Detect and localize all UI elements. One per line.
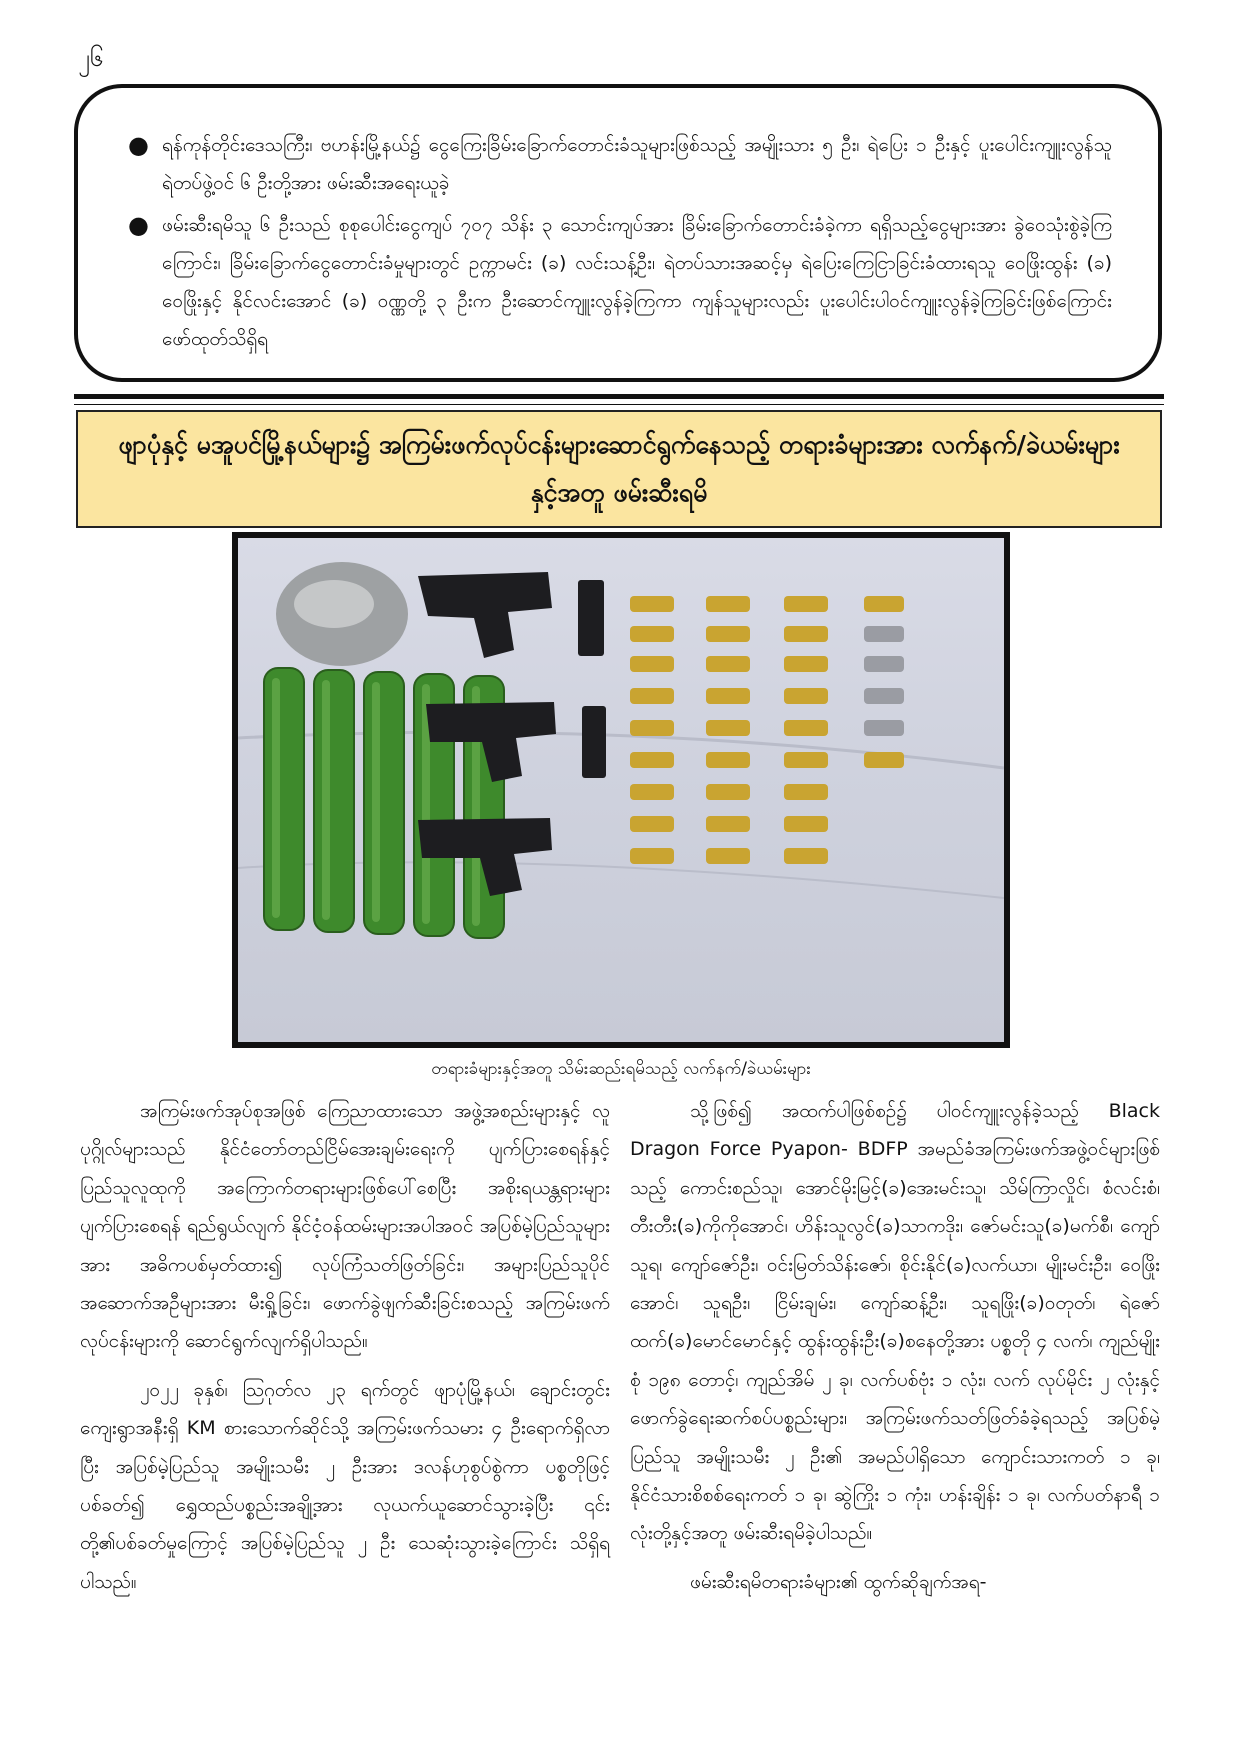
seized-weapons-illustration <box>238 538 1004 1042</box>
headline: ဖျာပုံနှင့် မအူပင်မြို့နယ်များ၌ အကြမ်းဖက်လုပ်ငန်းများဆောင်ရွက်နေသည့် တရားခံများအား လက်နက်/ခဲယမ်းများနှင့်အတူ ဖမ်းဆီးရမိ <box>118 430 1120 507</box>
section-divider <box>74 394 1164 399</box>
article-paragraph: ၂၀၂၂ ခုနှစ်၊ သြဂုတ်လ ၂၃ ရက်တွင် ဖျာပုံမြို့နယ်၊ ချောင်းတွင်းကျေးရွာအနီးရှိ KM စားသောက်ဆိုင်သို့ အကြမ်းဖက်သမား ၄ ဦးရောက်ရှိလာပြီး အပြစ်မဲ့ပြည်သူ အမျိုးသမီး ၂ ဦးအား ဒလန်ဟုစွပ်စွဲကာ ပစ္စတိုဖြင့်ပစ်ခတ်၍ ရွှေထည်ပစ္စည်းအချို့အား လုယက်ယူဆောင်သွားခဲ့ပြီး ၎င်းတို့၏ပစ်ခတ်မှုကြောင့် အပြစ်မဲ့ပြည်သူ ၂ ဦး သေဆုံးသွားခဲ့ကြောင်း သိရှိရပါသည်။ <box>80 1378 610 1593</box>
seized-weapons-photo <box>232 532 1010 1048</box>
page-number: ၂၆ <box>78 44 104 72</box>
summary-bullet <box>128 206 1112 358</box>
summary-bullet-text: ဖမ်းဆီးရမိသူ ၆ ဦးသည် စုစုပေါင်းငွေကျပ် ၇၀၇ သိန်း ၃ သောင်းကျပ်အား ခြိမ်းခြောက်တောင်းခံခဲ့ကာ ရရှိသည့်ငွေများအား ခွဲဝေသုံးစွဲခဲ့ကြကြောင်း၊ ခြိမ်းခြောက်ငွေတောင်းခံမှုများတွင် ဥက္ကာမင်း (ခ) လင်းသန့်ဦး၊ ရဲတပ်သားအဆင့်မှ ရဲပြေးကြေငြာခြင်းခံထားရသူ ဝေဖြိုးထွန်း (ခ) ဝေဖြိုးနှင့် နိုင်လင်းအောင် (ခ) ဝဏ္ဏတို့ ၃ ဦးက ဦးဆောင်ကျူးလွန်ခဲ့ကြကာ ကျန်သူများလည်း ပူးပေါင်းပါဝင်ကျူးလွန်ခဲ့ကြခြင်းဖြစ်ကြောင်း ဖော်ထုတ်သိရှိရ <box>162 214 1112 350</box>
bullet-icon: ● <box>128 131 149 159</box>
summary-bullet <box>128 126 1112 202</box>
section-divider-thin <box>74 404 1164 405</box>
article-paragraph: အကြမ်းဖက်အုပ်စုအဖြစ် ကြေညာထားသော အဖွဲ့အစည်းများနှင့် လူပုဂ္ဂိုလ်များသည် နိုင်ငံတော်တည်ငြိမ်အေးချမ်းရေးကို ပျက်ပြားစေရန်နှင့် ပြည်သူလူထုကို အကြောက်တရားများဖြစ်ပေါ်စေပြီး အစိုးရယန္တရားများပျက်ပြားစေရန် ရည်ရွယ်လျက် နိုင်ငံ့ဝန်ထမ်းများအပါအဝင် အပြစ်မဲ့ပြည်သူများအား အဓိကပစ်မှတ်ထား၍ လုပ်ကြံသတ်ဖြတ်ခြင်း၊ အများပြည်သူပိုင် အဆောက်အဦများအား မီးရှို့ခြင်း၊ ဖောက်ခွဲဖျက်ဆီးခြင်းစသည့် အကြမ်းဖက်လုပ်ငန်းများကို ဆောင်ရွက်လျက်ရှိပါသည်။ <box>80 1100 610 1353</box>
summary-box <box>74 84 1162 382</box>
article-column-left <box>80 1092 610 1601</box>
bullet-icon: ● <box>128 211 149 239</box>
headline-banner <box>76 410 1162 528</box>
summary-bullet-text: ရန်ကုန်တိုင်းဒေသကြီး၊ ဗဟန်းမြို့နယ်၌ ငွေကြေးခြိမ်းခြောက်တောင်းခံသူများဖြစ်သည့် အမျိုးသား ၅ ဦး၊ ရဲပြေး ၁ ဦးနှင့် ပူးပေါင်းကျူးလွန်သူ ရဲတပ်ဖွဲ့ဝင် ၆ ဦးတို့အား ဖမ်းဆီးအရေးယူခဲ့ <box>162 134 1112 194</box>
photo-caption: တရားခံများနှင့်အတူ သိမ်းဆည်းရမိသည့် လက်နက်/ခဲယမ်းများ <box>431 1059 811 1079</box>
article-paragraph: သို့ဖြစ်၍ အထက်ပါဖြစ်စဉ်၌ ပါဝင်ကျူးလွန်ခဲ့သည့် Black Dragon Force Pyapon- BDFP အမည်ခံအကြမ်းဖက်အဖွဲ့ဝင်များဖြစ်သည့် ကောင်းစည်သူ၊ အောင်မိုးမြင့်(ခ)အေးမင်းသူ၊ သိမ်ကြာလှိုင်၊ စံလင်းစံ၊ တီးတီး(ခ)ကိုကိုအောင်၊ ဟိန်းသူလွင်(ခ)သာကဒိုး၊ ဇော်မင်းသူ(ခ)မက်စီ၊ ကျော်သူရ၊ ကျော်ဇော်ဦး၊ ဝင်းမြတ်သိန်းဇော်၊ စိုင်းနိုင်(ခ)လက်ယာ၊ မျိုးမင်းဦး၊ ဝေဖြိုးအောင်၊ သူရဦး၊ ငြိမ်းချမ်း၊ ကျော်ဆန့်ဦး၊ သူရဖြိုး(ခ)ဝတုတ်၊ ရဲဇော်ထက်(ခ)မောင်မောင်နှင့် ထွန်းထွန်းဦး(ခ)စနေတို့အား ပစ္စတို ၄ လက်၊ ကျည်မျိုးစုံ ၁၉၈ တောင့်၊ ကျည်အိမ် ၂ ခု၊ လက်ပစ်ဗုံး ၁ လုံး၊ လက် လုပ်မိုင်း ၂ လုံးနှင့် ဖောက်ခွဲရေးဆက်စပ်ပစ္စည်းများ၊ အကြမ်းဖက်သတ်ဖြတ်ခံခဲ့ရသည့် အပြစ်မဲ့ပြည်သူ အမျိုးသမီး ၂ ဦး၏ အမည်ပါရှိသော ကျောင်းသားကတ် ၁ ခု၊ နိုင်ငံသားစိစစ်ရေးကတ် ၁ ခု၊ ဆွဲကြိုး ၁ ကုံး၊ ဟန်းချိန်း ၁ ခု၊ လက်ပတ်နာရီ ၁ လုံးတို့နှင့်အတူ ဖမ်းဆီးရမိခဲ့ပါသည်။ <box>630 1100 1160 1545</box>
article-paragraph: ဖမ်းဆီးရမိတရားခံများ၏ ထွက်ဆိုချက်အရ- <box>690 1570 987 1593</box>
article-column-right <box>630 1092 1160 1601</box>
